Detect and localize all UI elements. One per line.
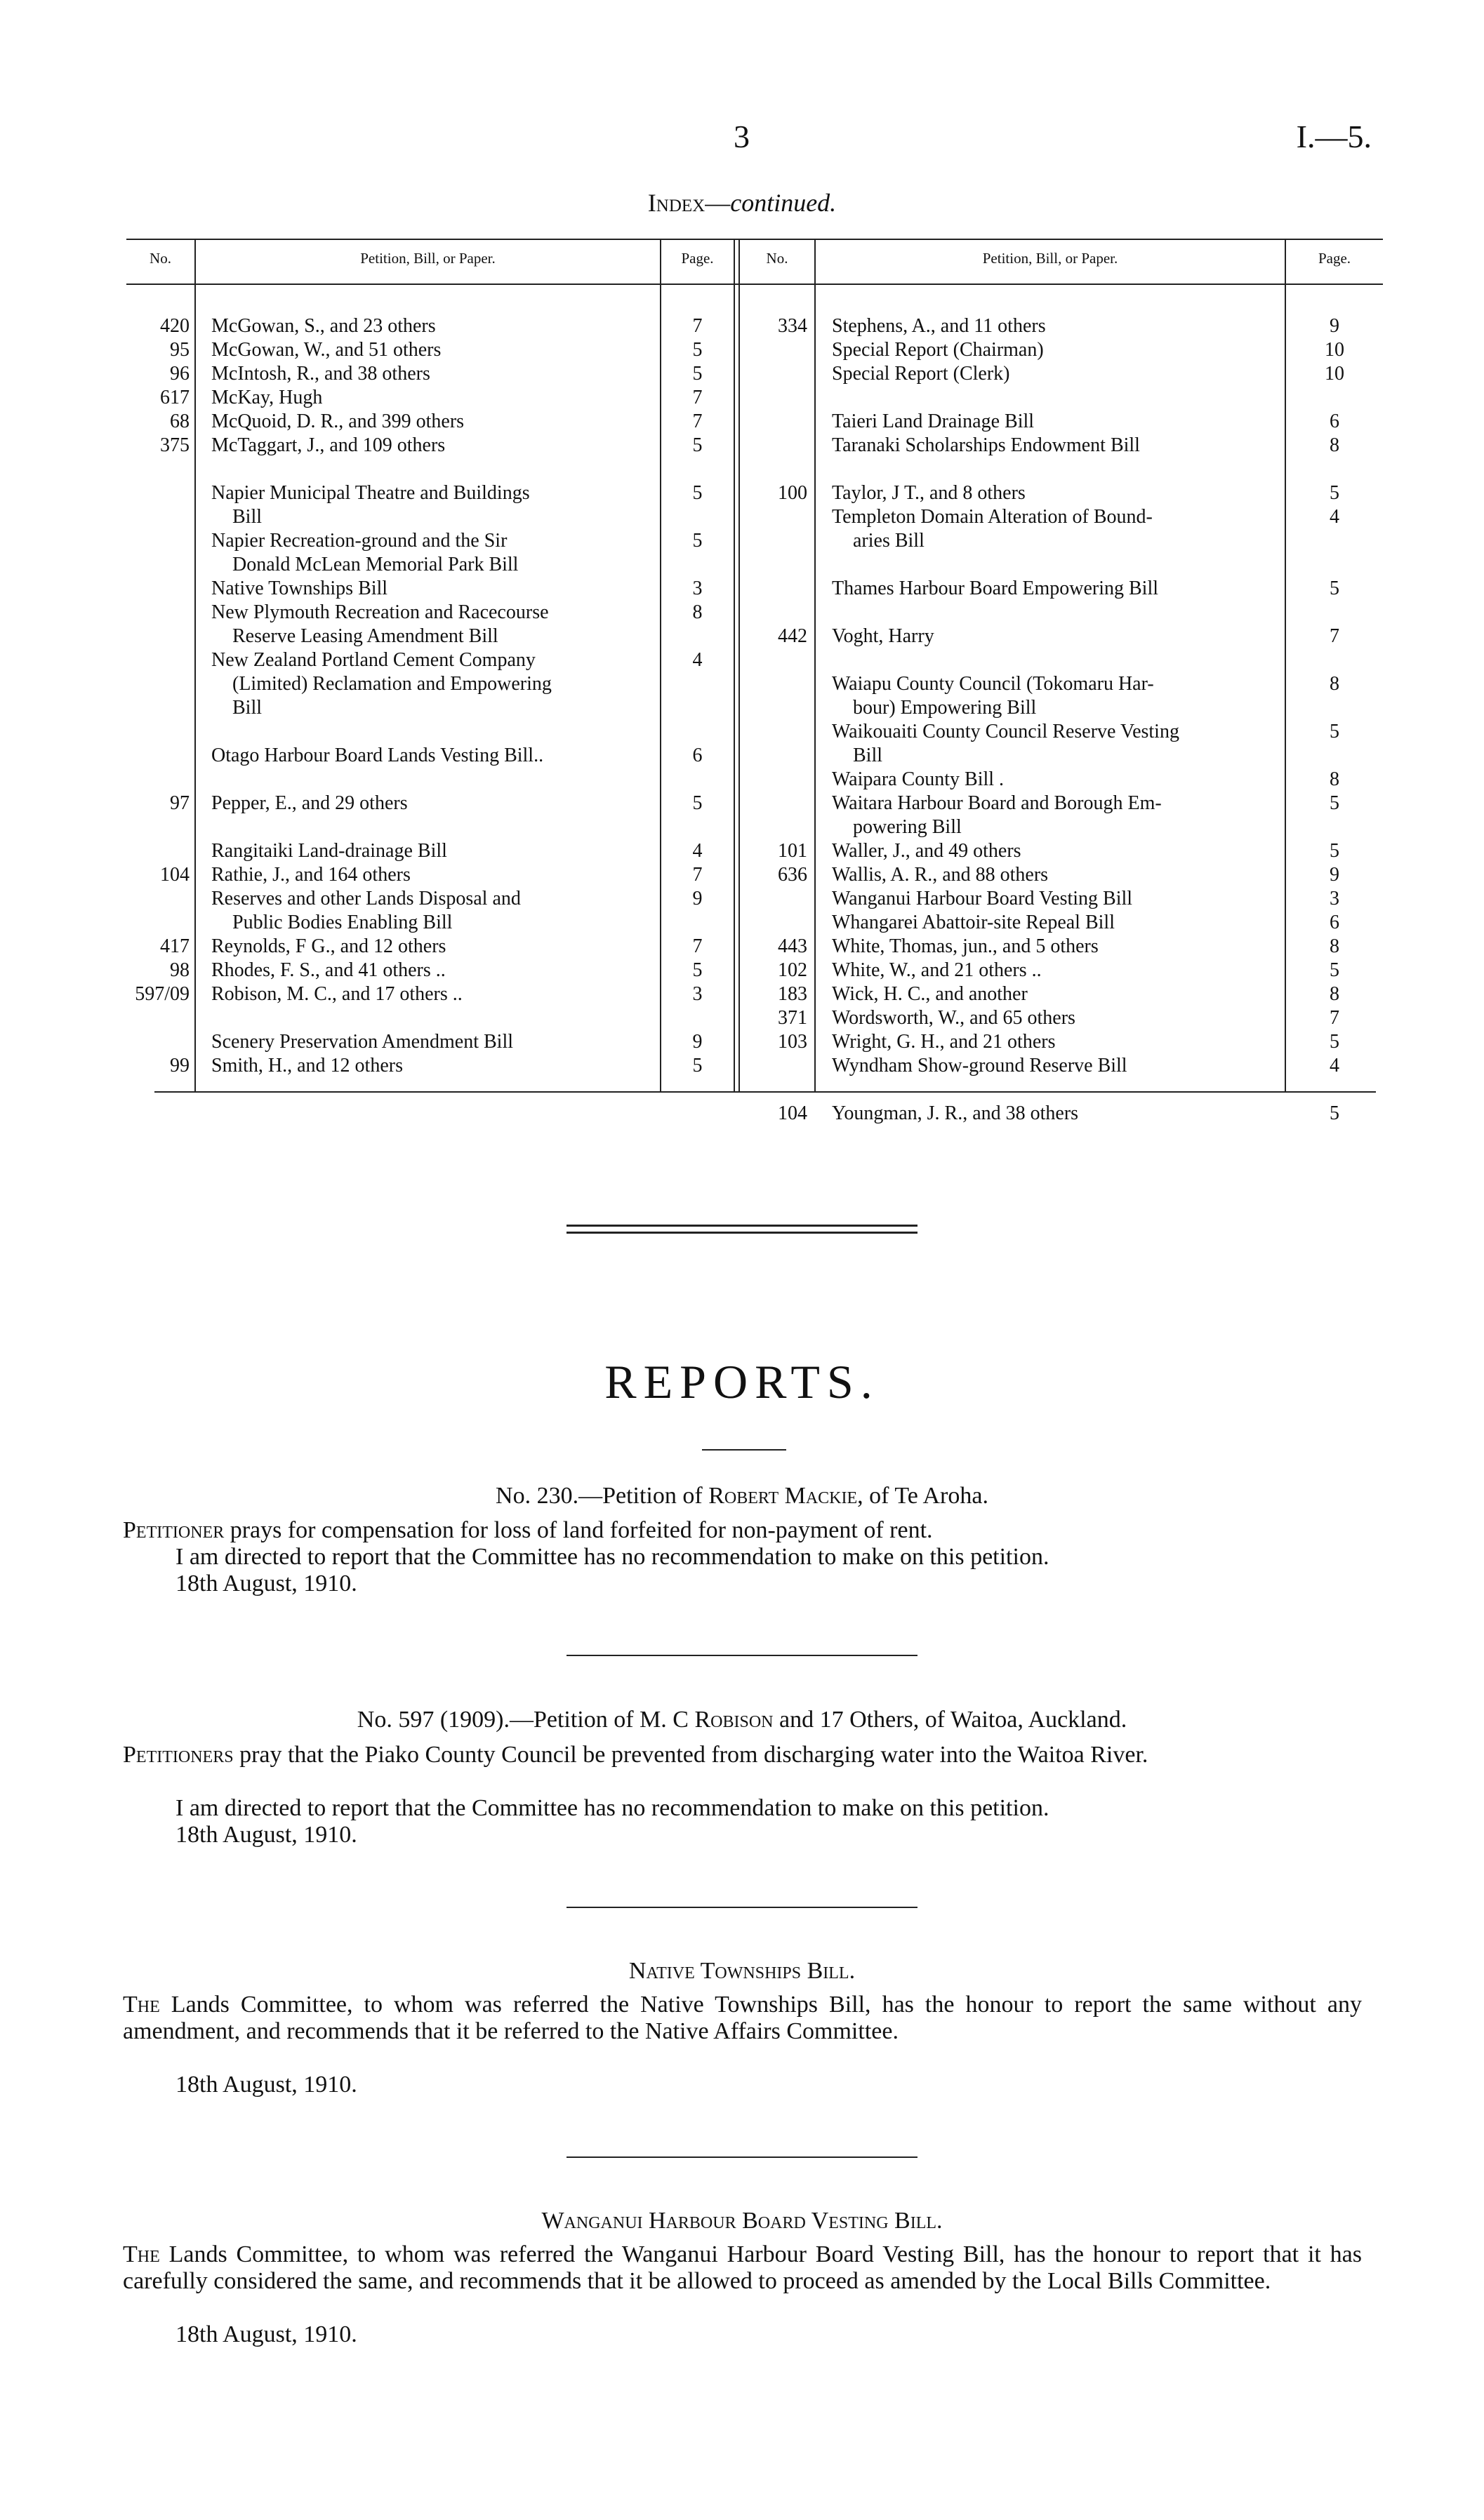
index-entry-page: 8 — [1330, 434, 1339, 456]
petitioner-name: Robert Mackie — [708, 1483, 858, 1509]
index-entry-number: 101 — [778, 840, 807, 862]
index-entry-text: aries Bill — [853, 530, 925, 552]
index-entry-page: 3 — [1330, 888, 1339, 909]
index-entry-page: 9 — [692, 888, 703, 909]
index-entry-page: 4 — [1330, 1055, 1339, 1076]
index-entry-page: 5 — [1330, 792, 1339, 814]
index-entry-text: Napier Municipal Theatre and Buildings — [211, 482, 530, 504]
index-entry-number: 96 — [170, 363, 190, 385]
index-entry-text: Bill — [853, 745, 883, 766]
index-entry-text: Napier Recreation-ground and the Sir — [211, 530, 508, 552]
index-entry-number: 442 — [778, 625, 807, 647]
index-entry-number: 375 — [160, 434, 190, 456]
index-entry-text: Robison, M. C., and 17 others .. — [211, 983, 463, 1005]
index-entry-page: 4 — [1330, 506, 1339, 528]
index-entry-text: Waiapu County Council (Tokomaru Har- — [832, 673, 1154, 695]
report-4-date: 18th August, 1910. — [175, 2321, 357, 2347]
index-entry-text: McIntosh, R., and 38 others — [211, 363, 430, 385]
index-entry-page: 5 — [1330, 1031, 1339, 1053]
col-rule-5 — [814, 239, 816, 1091]
index-entry-page: 5 — [1330, 1102, 1339, 1124]
index-entry-text: Wallis, A. R., and 88 others — [832, 864, 1049, 886]
index-entry-text: Special Report (Chairman) — [832, 339, 1044, 361]
index-entry-text: Bill — [232, 506, 263, 528]
index-entry-text: Rathie, J., and 164 others — [211, 864, 411, 886]
report-2-date: 18th August, 1910. — [175, 1822, 357, 1848]
index-entry-page: 7 — [692, 864, 703, 886]
index-entry-number: 100 — [778, 482, 807, 504]
index-entry-page: 5 — [692, 959, 703, 981]
index-entry-text: bour) Empowering Bill — [853, 697, 1037, 719]
index-entry-text: Wyndham Show-ground Reserve Bill — [832, 1055, 1127, 1076]
index-entry-page: 8 — [692, 601, 703, 623]
index-entry-text: Native Townships Bill — [211, 578, 388, 599]
index-entry-page: 9 — [1330, 864, 1339, 886]
index-entry-page: 9 — [692, 1031, 703, 1053]
index-entry-text: Taieri Land Drainage Bill — [832, 411, 1035, 432]
index-entry-page: 5 — [1330, 721, 1339, 742]
index-heading: Index—continued. — [647, 189, 837, 217]
table-header-rule — [126, 284, 1383, 285]
index-entry-text: Waller, J., and 49 others — [832, 840, 1021, 862]
index-entry-number: 99 — [170, 1055, 190, 1076]
index-entry-text: McQuoid, D. R., and 399 others — [211, 411, 465, 432]
index-entry-page: 10 — [1325, 363, 1344, 385]
index-entry-text: Special Report (Clerk) — [832, 363, 1010, 385]
index-entry-text: Wright, G. H., and 21 others — [832, 1031, 1056, 1053]
reports-title: REPORTS. — [604, 1355, 880, 1408]
index-entry-page: 5 — [692, 530, 703, 552]
index-entry-page: 8 — [1330, 768, 1339, 790]
index-entry-page: 5 — [692, 339, 703, 361]
col-header-page-left: Page. — [681, 250, 714, 267]
index-entry-text: McKay, Hugh — [211, 387, 323, 408]
index-entry-text: Waikouaiti County Council Reserve Vesting — [832, 721, 1179, 742]
index-entry-text: Whangarei Abattoir-site Repeal Bill — [832, 912, 1115, 933]
index-entry-text: Public Bodies Enabling Bill — [232, 912, 453, 933]
index-entry-page: 7 — [1330, 625, 1339, 647]
page-number: 3 — [734, 119, 750, 154]
index-entry-number: 636 — [778, 864, 807, 886]
col-header-page-right: Page. — [1318, 250, 1351, 267]
index-entry-number: 334 — [778, 315, 807, 337]
index-entry-page: 7 — [692, 387, 703, 408]
index-entry-number: 97 — [170, 792, 190, 814]
index-entry-page: 6 — [1330, 411, 1339, 432]
index-entry-page: 3 — [692, 983, 703, 1005]
index-entry-text: Rhodes, F. S., and 41 others .. — [211, 959, 446, 981]
report-1-heading: No. 230.—Petition of Robert Mackie, of Te Aroha. — [496, 1483, 988, 1509]
report-2-heading: No. 597 (1909).—Petition of M. C Robison and 17 Others, of Waitoa, Auckland. — [357, 1707, 1127, 1733]
index-entry-text: Wordsworth, W., and 65 others — [832, 1007, 1075, 1029]
index-entry-page: 9 — [1330, 315, 1339, 337]
index-entry-number: 104 — [160, 864, 190, 886]
index-entry-number: 597/09 — [135, 983, 190, 1005]
index-entry-page: 5 — [1330, 959, 1339, 981]
index-entry-text: Thames Harbour Board Empowering Bill — [832, 578, 1159, 599]
index-entry-number: 104 — [778, 1102, 807, 1124]
report-1-finding: I am directed to report that the Committee has no recommendation to make on this petition. — [175, 1544, 1049, 1570]
index-entry-page: 8 — [1330, 935, 1339, 957]
index-entry-page: 5 — [692, 792, 703, 814]
col-header-petition-left: Petition, Bill, or Paper. — [360, 250, 496, 267]
index-entry-number: 95 — [170, 339, 190, 361]
index-entry-page: 8 — [1330, 983, 1339, 1005]
report-4-body: The Lands Committee, to whom was referred the Wanganui Harbour Board Vesting Bill, has the honour to report that it has carefully considered the same, and recommends that it be allowed to proceed as amended by the Local Bills Committee. — [123, 2241, 1362, 2294]
index-entry-text: New Plymouth Recreation and Racecourse — [211, 601, 549, 623]
col-rule-3 — [734, 239, 735, 1091]
index-entry-text: Taranaki Scholarships Endowment Bill — [832, 434, 1140, 456]
index-entry-number: 417 — [160, 935, 190, 957]
index-entry-text: Stephens, A., and 11 others — [832, 315, 1046, 337]
index-entry-number: 420 — [160, 315, 190, 337]
index-entry-text: McTaggart, J., and 109 others — [211, 434, 446, 456]
index-entry-text: Taylor, J T., and 8 others — [832, 482, 1026, 504]
report-1-date: 18th August, 1910. — [175, 1571, 357, 1596]
title-rule — [702, 1449, 786, 1451]
index-entry-page: 7 — [692, 935, 703, 957]
index-entry-number: 98 — [170, 959, 190, 981]
index-entry-text: Waitara Harbour Board and Borough Em- — [832, 792, 1162, 814]
index-entry-page: 5 — [1330, 578, 1339, 599]
index-entry-text: Youngman, J. R., and 38 others — [832, 1102, 1079, 1124]
index-entry-page: 7 — [692, 411, 703, 432]
index-entry-text: Templeton Domain Alteration of Bound- — [832, 506, 1153, 528]
col-header-no-left: No. — [150, 250, 171, 267]
index-entry-page: 5 — [1330, 840, 1339, 862]
index-entry-page: 4 — [692, 840, 703, 862]
index-entry-text: Smith, H., and 12 others — [211, 1055, 403, 1076]
index-entry-page: 7 — [692, 315, 703, 337]
index-entry-text: McGowan, S., and 23 others — [211, 315, 436, 337]
report-3-body: The Lands Committee, to whom was referred the Native Townships Bill, has the honour to report the same without any amendment, and recommends that it be referred to the Native Affairs Committee. — [123, 1992, 1362, 2044]
index-entry-text: Donald McLean Memorial Park Bill — [232, 554, 519, 575]
index-entry-text: White, W., and 21 others .. — [832, 959, 1042, 981]
index-entry-text: Pepper, E., and 29 others — [211, 792, 408, 814]
table-bottom-rule — [154, 1091, 1376, 1093]
index-entry-number: 443 — [778, 935, 807, 957]
index-entry-page: 6 — [1330, 912, 1339, 933]
col-rule-1 — [194, 239, 196, 1091]
index-entry-text: (Limited) Reclamation and Empowering — [232, 673, 552, 695]
index-heading-suffix: continued. — [730, 189, 837, 217]
index-entry-text: Otago Harbour Board Lands Vesting Bill.. — [211, 745, 544, 766]
double-rule-bottom — [567, 1232, 917, 1234]
index-entry-text: Voght, Harry — [832, 625, 934, 647]
index-entry-page: 4 — [692, 649, 703, 671]
index-entry-text: New Zealand Portland Cement Company — [211, 649, 536, 671]
index-entry-text: Rangitaiki Land-drainage Bill — [211, 840, 447, 862]
double-rule-top — [567, 1225, 917, 1227]
report-1-body: Petitioner prays for compensation for loss of land forfeited for non-payment of rent. — [123, 1517, 933, 1543]
report-4-heading: Wanganui Harbour Board Vesting Bill. — [541, 2208, 943, 2234]
separator-3 — [567, 2156, 917, 2158]
separator-1 — [567, 1655, 917, 1656]
report-2-finding: I am directed to report that the Committee has no recommendation to make on this petition. — [175, 1795, 1049, 1821]
index-entry-text: Waipara County Bill . — [832, 768, 1005, 790]
index-entry-page: 5 — [692, 1055, 703, 1076]
index-entry-text: Wanganui Harbour Board Vesting Bill — [832, 888, 1133, 909]
index-entry-text: White, Thomas, jun., and 5 others — [832, 935, 1099, 957]
index-entry-page: 10 — [1325, 339, 1344, 361]
table-top-rule — [126, 239, 1383, 240]
index-heading-prefix: Index — [647, 189, 705, 217]
petitioner-name: Robison — [694, 1707, 774, 1733]
report-3-date: 18th August, 1910. — [175, 2072, 357, 2098]
index-entry-number: 617 — [160, 387, 190, 408]
separator-2 — [567, 1907, 917, 1908]
report-2-body: Petitioners pray that the Piako County Council be prevented from discharging water into the Waitoa River. — [123, 1742, 1148, 1768]
col-header-no-right: No. — [766, 250, 788, 267]
report-3-heading: Native Townships Bill. — [628, 1958, 856, 1984]
index-entry-text: Reserve Leasing Amendment Bill — [232, 625, 498, 647]
index-entry-text: Bill — [232, 697, 263, 719]
index-entry-page: 8 — [1330, 673, 1339, 695]
col-header-petition-right: Petition, Bill, or Paper. — [982, 250, 1118, 267]
paper-reference: I.—5. — [1296, 119, 1372, 154]
index-entry-page: 5 — [692, 363, 703, 385]
index-entry-text: powering Bill — [853, 816, 962, 838]
index-entry-page: 5 — [1330, 482, 1339, 504]
index-entry-text: Scenery Preservation Amendment Bill — [211, 1031, 514, 1053]
index-entry-page: 7 — [1330, 1007, 1339, 1029]
index-entry-page: 3 — [692, 578, 703, 599]
index-entry-number: 183 — [778, 983, 807, 1005]
index-entry-text: McGowan, W., and 51 others — [211, 339, 442, 361]
index-entry-number: 102 — [778, 959, 807, 981]
index-entry-number: 371 — [778, 1007, 807, 1029]
index-entry-text: Reserves and other Lands Disposal and — [211, 888, 521, 909]
index-entry-number: 103 — [778, 1031, 807, 1053]
index-entry-text: Wick, H. C., and another — [832, 983, 1028, 1005]
index-entry-page: 5 — [692, 482, 703, 504]
index-entry-page: 5 — [692, 434, 703, 456]
index-entry-number: 68 — [170, 411, 190, 432]
index-entry-text: Reynolds, F G., and 12 others — [211, 935, 446, 957]
index-entry-page: 6 — [692, 745, 703, 766]
